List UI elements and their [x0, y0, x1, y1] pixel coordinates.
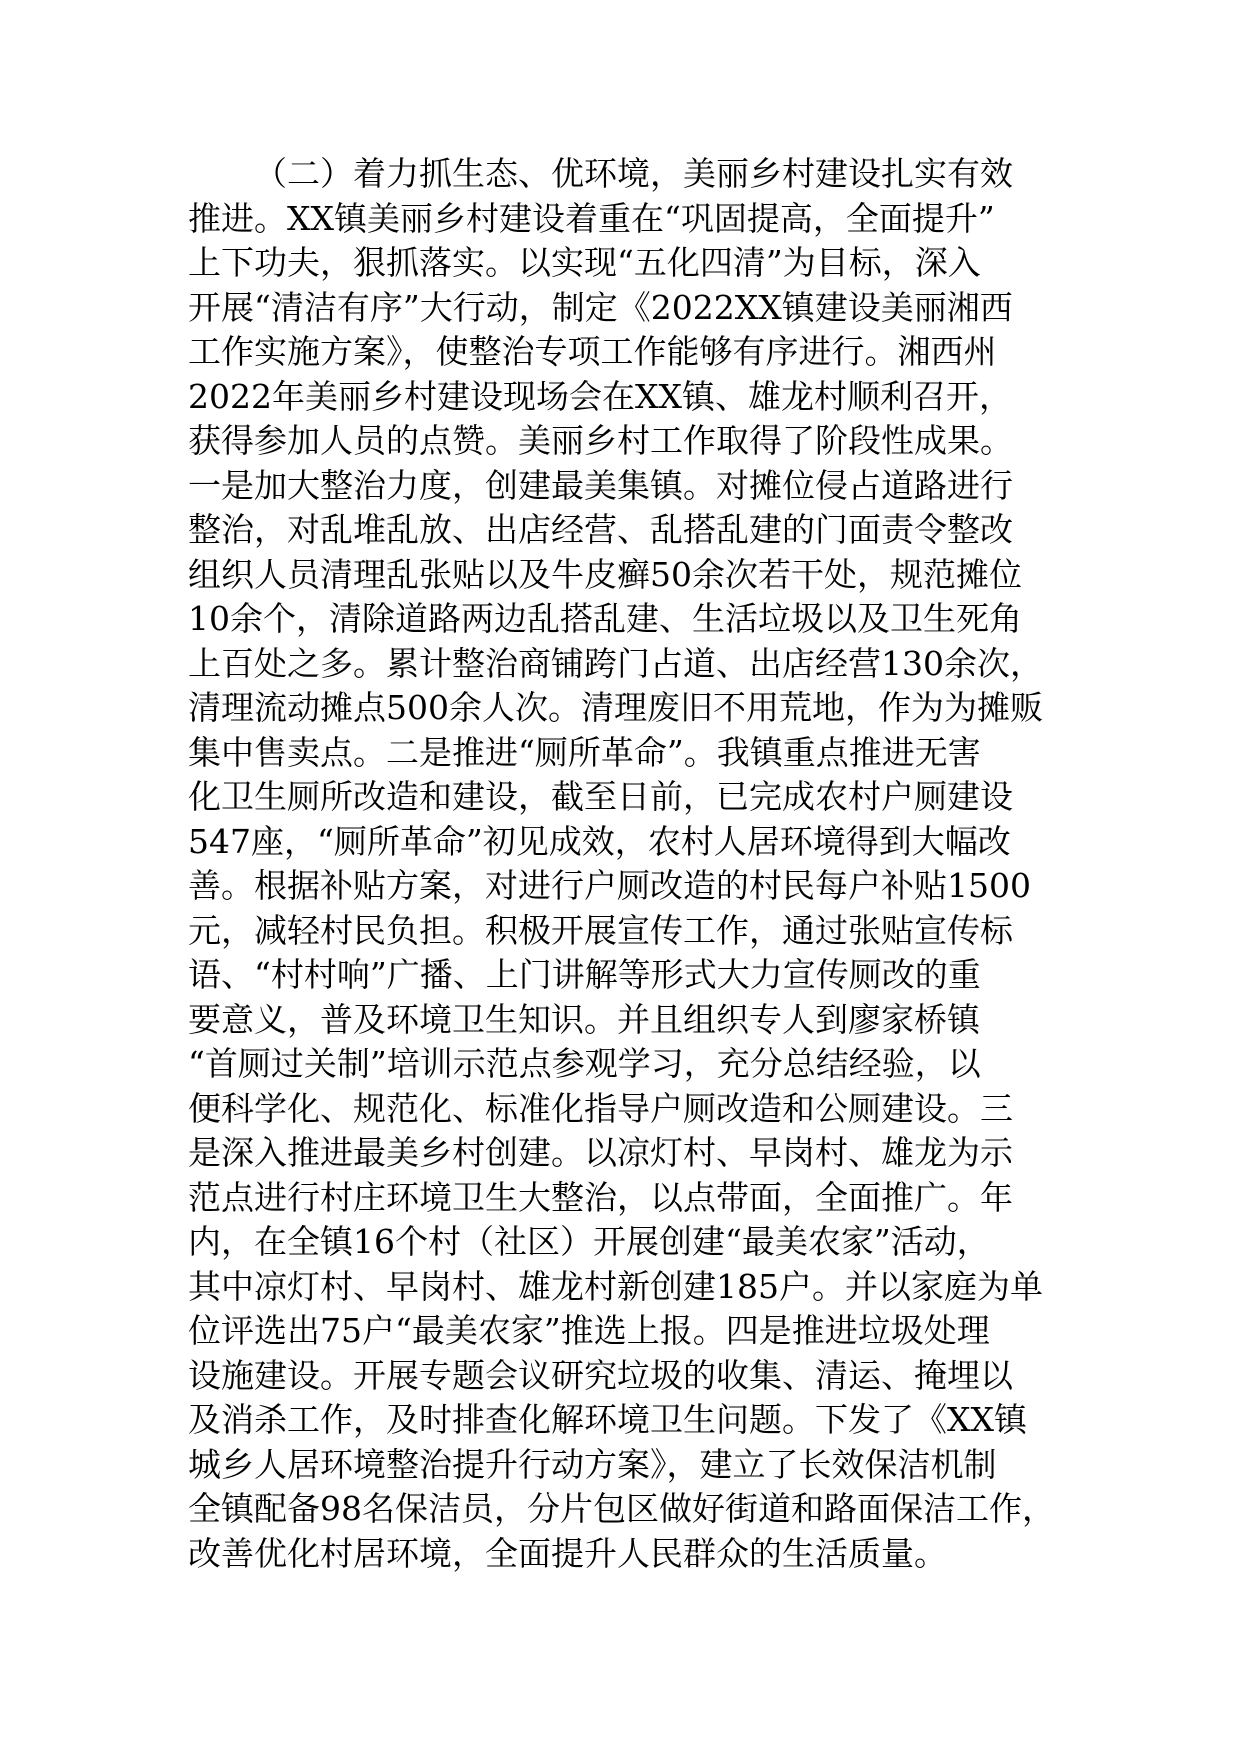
text-line: 上下功夫，狠抓落实。以实现“五化四清”为目标，深入: [188, 243, 981, 282]
text-line: “首厕过关制”培训示范点参观学习，充分总结经验，以: [188, 1044, 981, 1083]
text-line: 整治，对乱堆乱放、出店经营、乱搭乱建的门面责令整改: [188, 510, 1013, 549]
text-line: 城乡人居环境整治提升行动方案》，建立了长效保洁机制: [188, 1444, 997, 1484]
text-line: （二）着力抓生态、优环境，美丽乡村建设扎实有效: [254, 154, 1013, 193]
text-line: 范点进行村庄环境卫生大整治，以点带面，全面推广。年: [188, 1177, 1013, 1217]
text-line: 组织人员清理乱张贴以及牛皮癣50余次若干处，规范摊位: [188, 554, 1022, 594]
text-line: 2022年美丽乡村建设现场会在XX镇、雄龙村顺利召开，: [188, 376, 1012, 416]
text-line: 是深入推进最美乡村创建。以凉灯村、早岗村、雄龙为示: [188, 1133, 1013, 1172]
text-line: 一是加大整治力度，创建最美集镇。对摊位侵占道路进行: [188, 465, 1013, 505]
text-line: 化卫生厕所改造和建设，截至日前，已完成农村户厕建设: [188, 777, 1013, 816]
body-paragraph: [188, 152, 1068, 1576]
text-line: 集中售卖点。二是推进“厕所革命”。我镇重点推进无害: [188, 732, 981, 772]
text-line: 善。根据补贴方案，对进行户厕改造的村民每户补贴1500: [188, 866, 1031, 905]
text-line: 10余个，清除道路两边乱搭乱建、生活垃圾以及卫生死角: [188, 599, 1022, 638]
text-line: 内，在全镇16个村（社区）开展创建“最美农家”活动，: [188, 1222, 990, 1261]
text-line: 工作实施方案》，使整治专项工作能够有序进行。湘西州: [188, 332, 997, 371]
text-line: 获得参加人员的点赞。美丽乡村工作取得了阶段性成果。: [188, 421, 1013, 460]
text-line: 改善优化村居环境，全面提升人民群众的生活质量。: [188, 1533, 947, 1573]
text-line: 及消杀工作，及时排查化解环境卫生问题。下发了《XX镇: [188, 1400, 1027, 1439]
text-line: 开展“清洁有序”大行动，制定《2022XX镇建设美丽湘西: [188, 287, 1013, 327]
text-line: 其中凉灯村、早岗村、雄龙村新创建185户。并以家庭为单: [188, 1266, 1043, 1306]
text-line: 推进。XX镇美丽乡村建设着重在“巩固提高，全面提升”: [188, 198, 995, 238]
text-line: 语、“村村响”广播、上门讲解等形式大力宣传厕改的重: [188, 955, 981, 994]
text-line: 清理流动摊点500余人次。清理废旧不用荒地，作为为摊贩: [188, 688, 1043, 727]
text-line: 位评选出75户“最美农家”推选上报。四是推进垃圾处理: [188, 1311, 990, 1350]
text-line: 547座，“厕所革命”初见成效，农村人居环境得到大幅改: [188, 821, 1011, 861]
text-line: 上百处之多。累计整治商铺跨门占道、出店经营130余次，: [188, 643, 1043, 683]
text-line: 要意义，普及环境卫生知识。并且组织专人到廖家桥镇: [188, 999, 980, 1039]
text-line: 便科学化、规范化、标准化指导户厕改造和公厕建设。三: [188, 1088, 1013, 1128]
text-line: 设施建设。开展专题会议研究垃圾的收集、清运、掩埋以: [188, 1355, 1013, 1395]
text-line: 全镇配备98名保洁员，分片包区做好街道和路面保洁工作，: [188, 1489, 1055, 1528]
text-line: 元，减轻村民负担。积极开展宣传工作，通过张贴宣传标: [188, 910, 1013, 950]
